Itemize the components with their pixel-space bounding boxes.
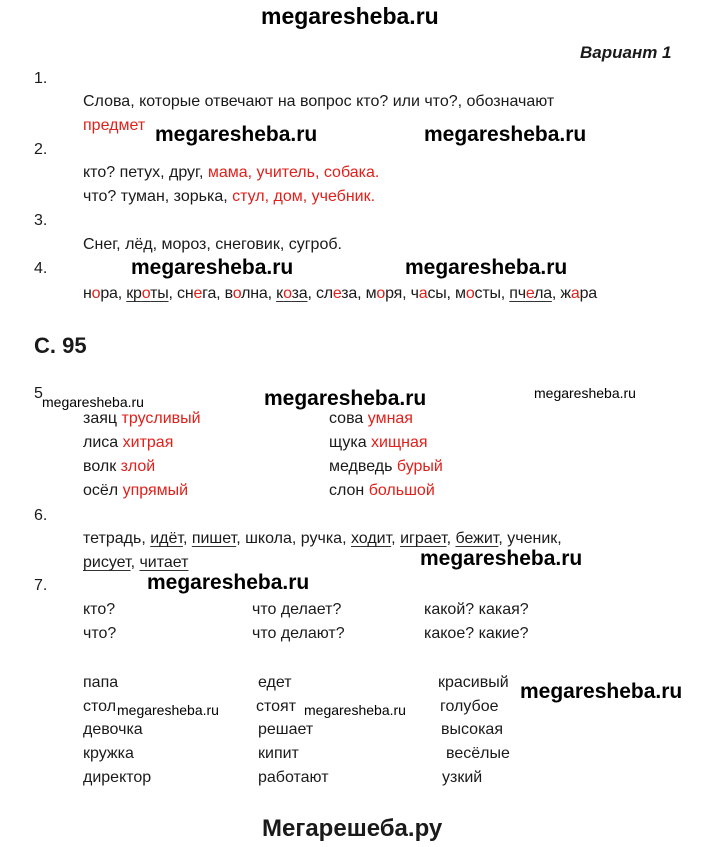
underlined-segment: о <box>283 285 292 302</box>
text-segment: а <box>418 285 428 302</box>
text-segment: н <box>83 285 92 302</box>
underlined-segment: о <box>141 285 151 302</box>
text-segment: , <box>391 530 401 547</box>
adjective: упрямый <box>122 482 189 499</box>
watermark: megaresheba.ru <box>534 385 636 401</box>
text-segment: , <box>130 554 140 571</box>
watermark: megaresheba.ru <box>155 123 318 146</box>
text-segment: сты, <box>474 285 510 302</box>
underlined-segment: за <box>291 285 308 302</box>
underlined-segment: бежит <box>455 530 499 547</box>
text-segment: ра <box>579 285 598 302</box>
task7-noun: кружка <box>83 745 134 762</box>
text-segment: сы, м <box>427 285 466 302</box>
text-segment: ря, ч <box>385 285 419 302</box>
task7-adjective: узкий <box>442 769 483 786</box>
underlined-segment: пишет <box>191 530 237 547</box>
task5-right-2 <box>329 433 428 453</box>
noun: лиса <box>83 434 123 451</box>
underlined-segment: ты <box>150 285 169 302</box>
adjective: бурый <box>396 458 443 475</box>
task7-header-what-does: что делает? <box>252 601 342 618</box>
text-segment: , <box>446 530 456 547</box>
underlined-segment: к <box>276 285 284 302</box>
underlined-segment: ходит <box>350 530 392 547</box>
adjective: умная <box>367 410 413 427</box>
task-number-5: 5 <box>34 385 43 402</box>
watermark: megaresheba.ru <box>405 256 568 279</box>
text-segment: , <box>182 530 192 547</box>
task7-noun: девочка <box>83 721 143 738</box>
task7-noun: папа <box>83 674 119 691</box>
task7-header-which-plural: какое? какие? <box>424 625 529 642</box>
task7-header-what: что? <box>83 625 117 642</box>
task6-line-2 <box>83 553 188 573</box>
task7-noun: стол <box>83 698 117 715</box>
task-number-2: 2. <box>34 141 48 158</box>
underlined-segment: читает <box>139 554 189 571</box>
text-segment: ра, <box>100 285 127 302</box>
variant-label: Вариант 1 <box>580 43 672 62</box>
text-segment: е <box>332 285 342 302</box>
text-segment: , сл <box>307 285 333 302</box>
text-segment: за, м <box>341 285 377 302</box>
task7-adjective: весёлые <box>446 745 510 762</box>
text-segment: лна, <box>241 285 277 302</box>
task7-noun: директор <box>83 769 152 786</box>
task4-text <box>83 284 597 304</box>
watermark: megaresheba.ru <box>147 571 310 594</box>
task3-text: Снег, лёд, мороз, снеговик, сугроб. <box>83 236 342 253</box>
task5-right-1 <box>329 409 413 429</box>
watermark: megaresheba.ru <box>420 547 583 570</box>
task7-verb: работают <box>258 769 329 786</box>
watermark: megaresheba.ru <box>264 387 427 410</box>
noun: осёл <box>83 482 123 499</box>
noun: медведь <box>329 458 397 475</box>
noun: заяц <box>83 410 122 427</box>
underlined-segment: играет <box>400 530 447 547</box>
adjective: злой <box>120 458 156 475</box>
watermark-top: megaresheba.ru <box>261 3 439 29</box>
watermark: megaresheba.ru <box>520 680 683 703</box>
underlined-segment: е <box>525 285 535 302</box>
text-segment: тетрадь, <box>83 530 151 547</box>
text-segment: о <box>465 285 475 302</box>
watermark: megaresheba.ru <box>131 256 294 279</box>
text-segment: га, в <box>202 285 233 302</box>
text-segment: а <box>570 285 580 302</box>
footer-site-name: Мегарешеба.ру <box>262 815 443 842</box>
section-page-label: С. 95 <box>34 333 87 358</box>
task5-left-4 <box>83 481 188 501</box>
task7-adjective: красивый <box>438 674 509 691</box>
adjective: большой <box>368 482 435 499</box>
task2-row2-answer: стул, дом, учебник. <box>232 188 376 205</box>
task7-verb: стоят <box>256 698 297 715</box>
adjective: трусливый <box>121 410 201 427</box>
task-number-4: 4. <box>34 260 48 277</box>
task1-answer: предмет <box>83 117 146 134</box>
adjective: хищная <box>371 434 428 451</box>
task5-left-2 <box>83 433 173 453</box>
task7-adjective: голубое <box>440 698 499 715</box>
text-segment: , сн <box>168 285 194 302</box>
task7-header-what-do: что делают? <box>252 625 345 642</box>
task6-line-1 <box>83 529 562 549</box>
watermark: megaresheba.ru <box>42 394 144 410</box>
text-segment: е <box>193 285 203 302</box>
underlined-segment: кр <box>126 285 142 302</box>
task2-row-1 <box>83 163 379 183</box>
noun: сова <box>329 410 368 427</box>
task7-verb: решает <box>258 721 314 738</box>
task2-row1-prefix: кто? петух, друг, <box>83 164 208 181</box>
task2-row1-answer: мама, учитель, собака. <box>207 164 380 181</box>
watermark: megaresheba.ru <box>117 702 219 718</box>
task7-adjective: высокая <box>441 721 503 738</box>
text-segment: о <box>91 285 101 302</box>
task7-header-who: кто? <box>83 601 116 618</box>
text-segment: о <box>232 285 242 302</box>
task7-verb: едет <box>258 674 292 691</box>
underlined-segment: пч <box>509 285 526 302</box>
task2-row2-prefix: что? туман, зорька, <box>83 188 233 205</box>
task-number-6: 6. <box>34 507 48 524</box>
underlined-segment: рисует <box>83 554 131 571</box>
watermark: megaresheba.ru <box>424 123 587 146</box>
underlined-segment: ла <box>534 285 552 302</box>
task5-left-1 <box>83 409 201 429</box>
task5-left-3 <box>83 457 155 477</box>
task2-row-2 <box>83 187 375 207</box>
task-number-3: 3. <box>34 212 48 229</box>
underlined-segment: идёт <box>150 530 183 547</box>
text-segment: о <box>376 285 386 302</box>
task-number-1: 1. <box>34 70 48 87</box>
noun: волк <box>83 458 121 475</box>
text-segment: , школа, ручка, <box>236 530 351 547</box>
noun: щука <box>329 434 372 451</box>
task5-right-4 <box>329 481 435 501</box>
text-segment: , ученик, <box>498 530 562 547</box>
watermark: megaresheba.ru <box>304 702 406 718</box>
task7-verb: кипит <box>258 745 299 762</box>
task7-header-which: какой? какая? <box>424 601 529 618</box>
noun: слон <box>329 482 369 499</box>
task1-text: Слова, которые отвечают на вопрос кто? или что?, обозначают <box>83 93 555 110</box>
task-number-7: 7. <box>34 577 48 594</box>
adjective: хитрая <box>122 434 174 451</box>
task5-right-3 <box>329 457 443 477</box>
text-segment: , ж <box>551 285 571 302</box>
cropped-heading-fragment <box>78 26 248 32</box>
